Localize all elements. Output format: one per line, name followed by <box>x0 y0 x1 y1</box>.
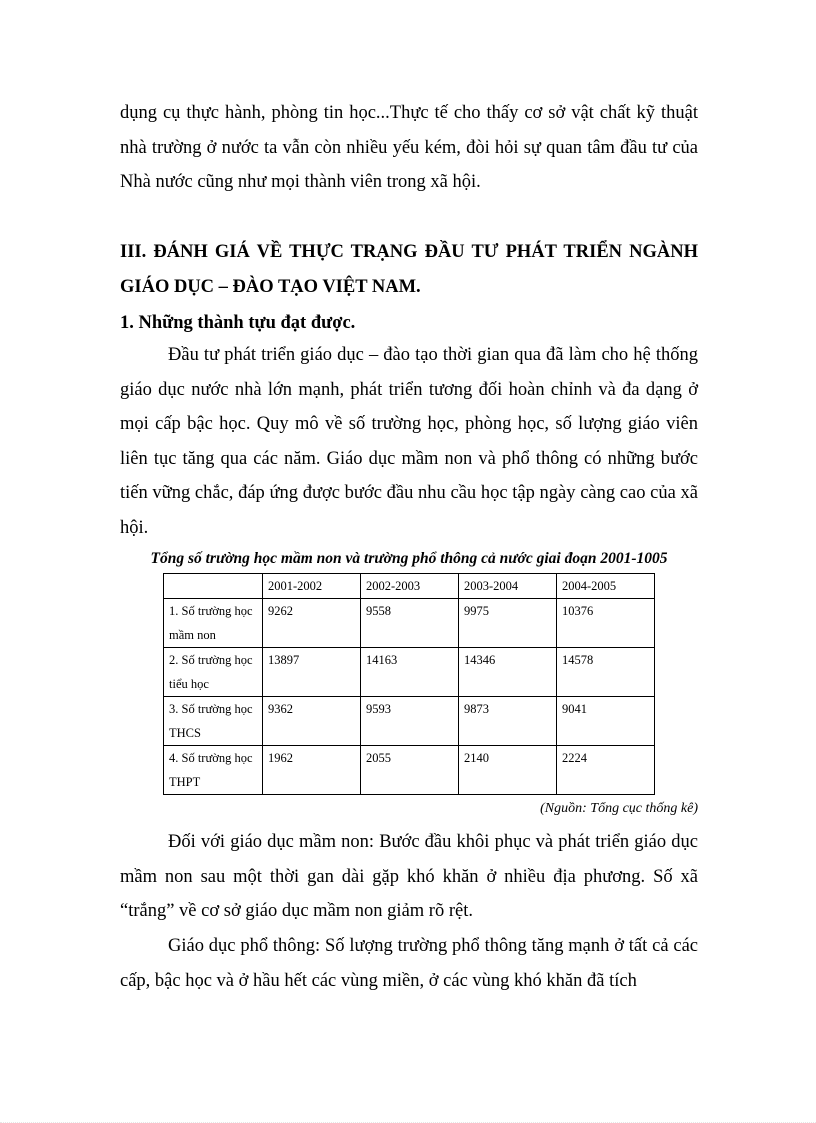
table-cell: 9262 <box>263 599 361 648</box>
table-cell: 2224 <box>557 746 655 795</box>
table-row <box>164 599 655 648</box>
table-cell: 2140 <box>459 746 557 795</box>
subsection-heading: 1. Những thành tựu đạt được. <box>120 313 356 333</box>
paragraph-preschool: Đối với giáo dục mầm non: Bước đầu khôi phục và phát triển giáo dục mầm non sau một thời gan dài gặp khó khăn ở nhiều địa phương. Số xã “trắng” về cơ sở giáo dục mầm non giảm rõ rệt. <box>120 832 698 921</box>
header-cell: 2003-2004 <box>459 574 557 599</box>
table-cell: 14163 <box>361 648 459 697</box>
header-cell <box>164 574 263 599</box>
header-cell: 2004-2005 <box>557 574 655 599</box>
paragraph-general-education: Giáo dục phổ thông: Số lượng trường phổ thông tăng mạnh ở tất cả các cấp, bậc học và ở hầu hết các vùng miền, ở các vùng khó khăn đã tích <box>120 936 698 991</box>
table-cell: 14346 <box>459 648 557 697</box>
row-label: 1. Số trường học mầm non <box>164 599 263 648</box>
table-cell: 1962 <box>263 746 361 795</box>
table-source: (Nguồn: Tổng cục thống kê) <box>540 801 698 816</box>
table-cell: 2055 <box>361 746 459 795</box>
table-cell: 14578 <box>557 648 655 697</box>
table-cell: 9593 <box>361 697 459 746</box>
table-cell: 9975 <box>459 599 557 648</box>
table-cell: 9041 <box>557 697 655 746</box>
section-heading: III. ĐÁNH GIÁ VỀ THỰC TRẠNG ĐẦU TƯ PHÁT TRIỂN NGÀNH GIÁO DỤC – ĐÀO TẠO VIỆT NAM. <box>120 242 698 297</box>
table-cell: 9362 <box>263 697 361 746</box>
table-cell: 9873 <box>459 697 557 746</box>
schools-table <box>163 573 655 795</box>
table-row <box>164 697 655 746</box>
table-header-row <box>164 574 655 599</box>
table-row <box>164 746 655 795</box>
paragraph-achievements: Đầu tư phát triển giáo dục – đào tạo thời gian qua đã làm cho hệ thống giáo dục nước nhà lớn mạnh, phát triển tương đối hoàn chỉnh và đa dạng ở mọi cấp bậc học. Quy mô về số trường học, phòng học, số lượng giáo viên liên tục tăng qua các năm. Giáo dục mầm non và phổ thông có những bước tiến vững chắc, đáp ứng được bước đầu nhu cầu học tập ngày càng cao của xã hội. <box>120 345 698 538</box>
row-label: 2. Số trường học tiểu học <box>164 648 263 697</box>
table-caption: Tổng số trường học mầm non và trường phổ thông cả nước giai đoạn 2001-1005 <box>150 550 668 567</box>
table-cell: 10376 <box>557 599 655 648</box>
paragraph-intro: dụng cụ thực hành, phòng tin học...Thực tế cho thấy cơ sở vật chất kỹ thuật nhà trường ở nước ta vẫn còn nhiều yếu kém, đòi hỏi sự quan tâm đầu tư của Nhà nước cũng như mọi thành viên trong xã hội. <box>120 103 698 192</box>
table-cell: 9558 <box>361 599 459 648</box>
row-label: 4. Số trường học THPT <box>164 746 263 795</box>
table-cell: 13897 <box>263 648 361 697</box>
row-label: 3. Số trường học THCS <box>164 697 263 746</box>
table-row <box>164 648 655 697</box>
header-cell: 2002-2003 <box>361 574 459 599</box>
header-cell: 2001-2002 <box>263 574 361 599</box>
